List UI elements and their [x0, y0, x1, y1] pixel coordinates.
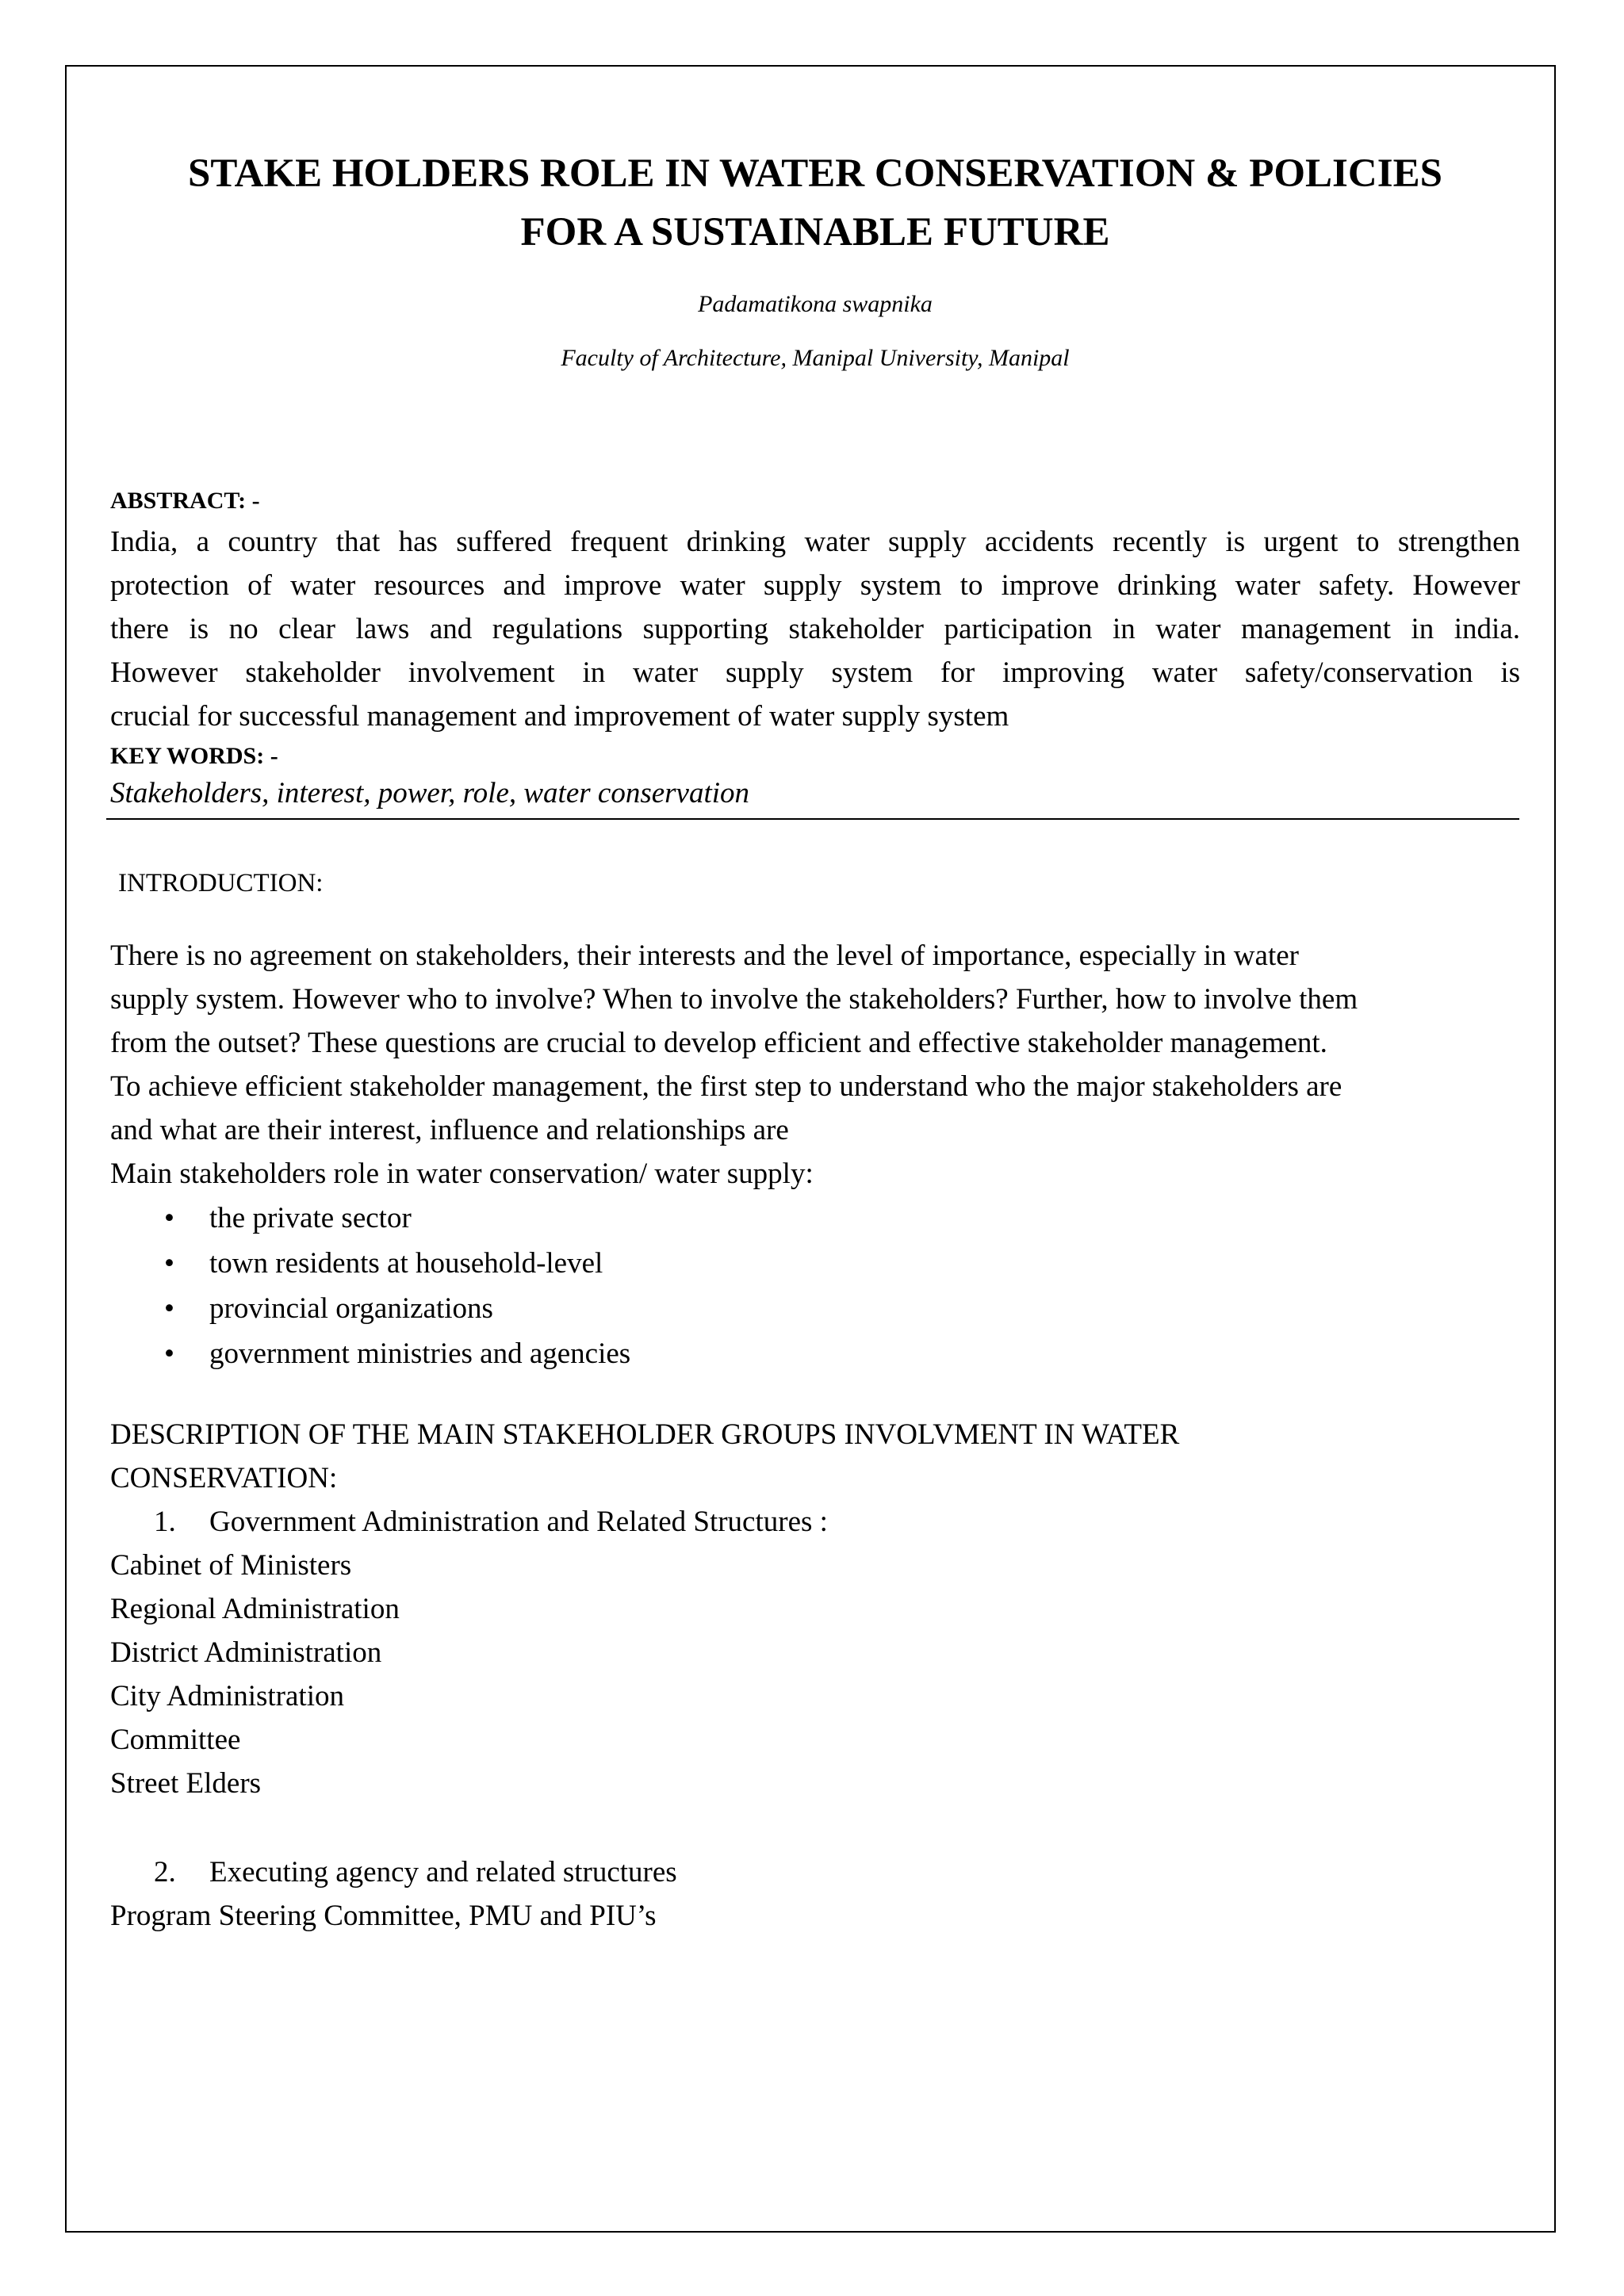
list-item-text: town residents at household-level: [209, 1247, 603, 1280]
list-item-text: government ministries and agencies: [209, 1337, 631, 1370]
list-item: Street Elders: [110, 1767, 262, 1800]
group-title: Government Administration and Related Structures :: [209, 1506, 828, 1538]
bullet-icon: •: [164, 1202, 174, 1234]
title-line-2: FOR A SUSTAINABLE FUTURE: [520, 210, 1110, 254]
list-item: [110, 1286, 630, 1331]
list-item: [110, 1331, 630, 1376]
list-item: City Administration: [110, 1680, 344, 1712]
abstract-line: crucial for successful management and improvement of water supply system: [110, 700, 1009, 733]
description-heading: [110, 1413, 1179, 1500]
group-2-items: [110, 1894, 657, 1938]
author-affiliation: Faculty of Architecture, Manipal University, Manipal: [561, 345, 1070, 371]
title-line-1: STAKE HOLDERS ROLE IN WATER CONSERVATION & POLICIES: [188, 151, 1442, 196]
abstract-body: [110, 520, 1520, 738]
author-name: Padamatikona swapnika: [698, 291, 933, 317]
list-item: [110, 1241, 630, 1286]
keywords-label: KEY WORDS: -: [110, 743, 278, 769]
introduction-heading: INTRODUCTION:: [118, 869, 324, 897]
list-item: Committee: [110, 1724, 241, 1756]
list-item-text: provincial organizations: [209, 1292, 493, 1325]
introduction-line: Main stakeholders role in water conservation/ water supply:: [110, 1158, 814, 1190]
list-item-text: the private sector: [209, 1202, 412, 1234]
stakeholder-bullet-list: [110, 1196, 630, 1376]
introduction-line: supply system. However who to involve? When to involve the stakeholders? Further, how to involve them: [110, 983, 1358, 1016]
list-item: District Administration: [110, 1636, 382, 1669]
group-1-heading: [110, 1500, 828, 1544]
abstract-line: protection of water resources and improve water supply system to improve drinking water safety. However: [110, 569, 1520, 602]
list-item: [110, 1196, 630, 1241]
list-item: Regional Administration: [110, 1593, 400, 1625]
list-item: Program Steering Committee, PMU and PIU’s: [110, 1900, 657, 1932]
introduction-line: from the outset? These questions are crucial to develop efficient and effective stakeholder management.: [110, 1027, 1327, 1059]
bullet-icon: •: [164, 1292, 174, 1325]
abstract-line: there is no clear laws and regulations supporting stakeholder participation in water management in india.: [110, 613, 1520, 645]
introduction-body: [110, 934, 1520, 1196]
introduction-line: There is no agreement on stakeholders, their interests and the level of importance, especially in water: [110, 939, 1299, 972]
description-heading-line: CONSERVATION:: [110, 1462, 338, 1494]
bullet-icon: •: [164, 1247, 174, 1280]
paper-title: [110, 144, 1520, 262]
introduction-line: To achieve efficient stakeholder management, the first step to understand who the major stakeholders are: [110, 1070, 1342, 1103]
group-2-heading: [110, 1850, 677, 1894]
introduction-line: and what are their interest, influence and relationships are: [110, 1114, 789, 1146]
abstract-line: India, a country that has suffered frequent drinking water supply accidents recently is urgent to strengthen: [110, 526, 1520, 558]
description-heading-line: DESCRIPTION OF THE MAIN STAKEHOLDER GROUPS INVOLVMENT IN WATER: [110, 1418, 1180, 1451]
abstract-label: ABSTRACT: -: [110, 488, 260, 514]
group-1-items: [110, 1544, 400, 1805]
group-number: 1.: [154, 1506, 176, 1538]
bullet-icon: •: [164, 1337, 174, 1370]
section-divider: [106, 818, 1519, 820]
group-number: 2.: [154, 1856, 176, 1888]
abstract-line: However stakeholder involvement in water supply system for improving water safety/conservation is: [110, 656, 1520, 689]
keywords-text: Stakeholders, interest, power, role, water conservation: [110, 777, 750, 809]
list-item: Cabinet of Ministers: [110, 1549, 352, 1582]
group-title: Executing agency and related structures: [209, 1856, 677, 1888]
